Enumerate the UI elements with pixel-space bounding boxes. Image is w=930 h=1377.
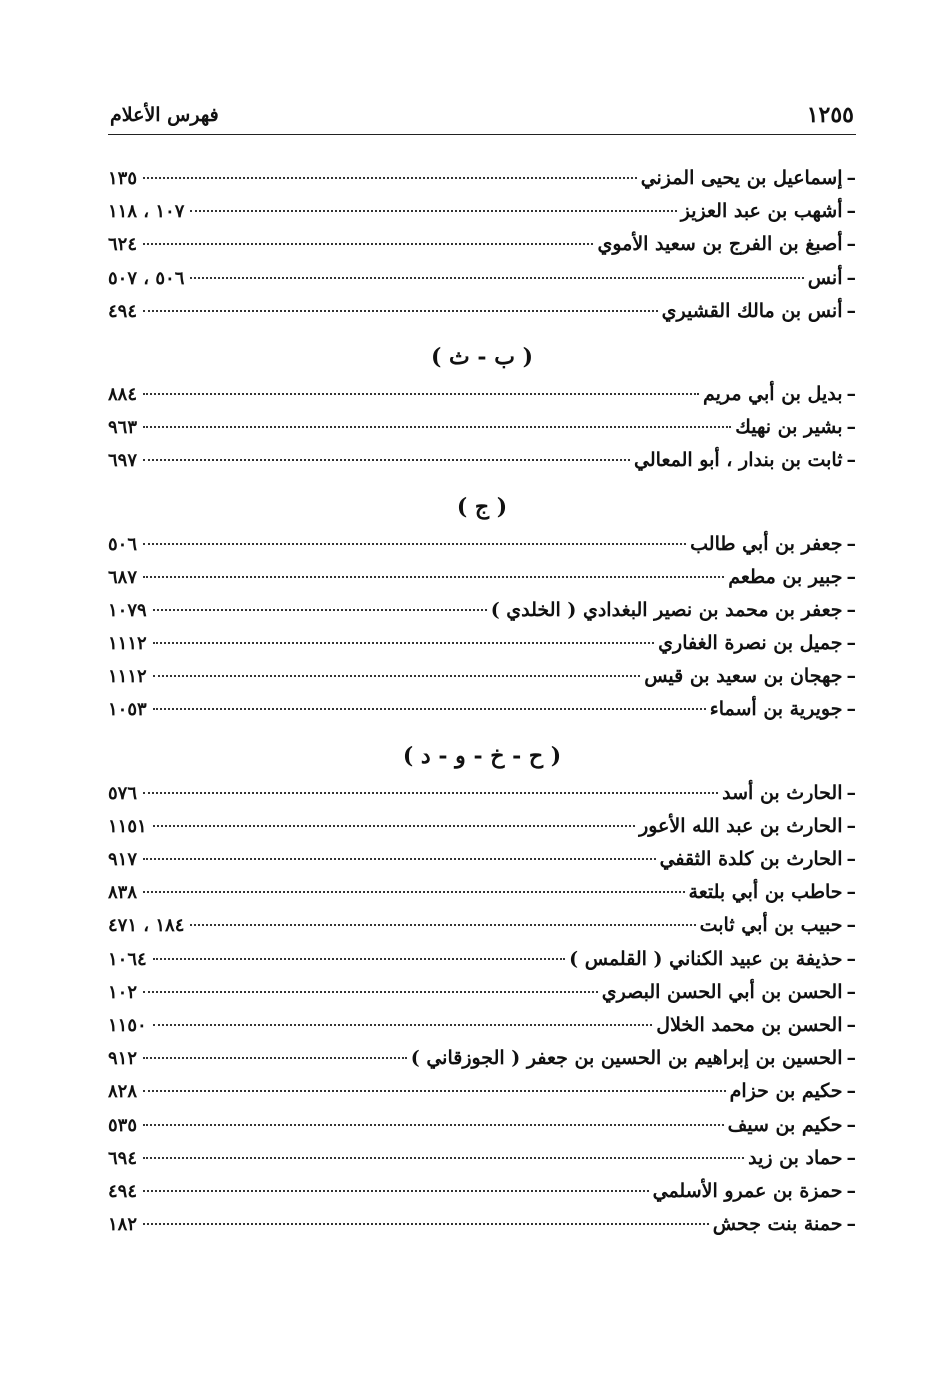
entry-pages: ٨٣٨ — [108, 882, 138, 904]
entry-name: الحسن بن أبي الحسن البصري — [601, 980, 843, 1003]
entry-dash: – — [846, 632, 856, 655]
entry-pages: ٦٩٤ — [108, 1147, 138, 1169]
dot-leader — [143, 177, 637, 179]
entry-name: حذيفة بن عبيد الكناني ( القلمس ) — [569, 947, 843, 970]
entry-name: أنس بن مالك القشيري — [661, 299, 843, 322]
entry-dash: – — [846, 1179, 856, 1202]
entry-name: حبيب بن أبي ثابت — [699, 914, 843, 937]
entry-pages: ١٨٤ ، ٤٧١ — [108, 915, 185, 937]
entry-name: بديل بن أبي مريم — [702, 382, 843, 405]
index-entry — [108, 981, 856, 1014]
entry-pages: ٥٣٥ — [108, 1114, 138, 1136]
entry-name: جبير بن مطعم — [728, 565, 843, 588]
entry-dash: – — [846, 848, 856, 870]
entry-name: جهجان بن سعيد بن قيس — [644, 665, 843, 688]
running-header — [108, 96, 856, 135]
entry-pages: ١٣٥ — [108, 168, 138, 189]
entry-name: أنس — [807, 266, 843, 289]
entry-dash: – — [846, 947, 856, 970]
entry-name: حكيم بن حزام — [729, 1080, 843, 1103]
entry-name: الحسن بن محمد الخلال — [656, 1013, 843, 1036]
entry-pages: ٨٨٤ — [108, 383, 138, 405]
dot-leader — [190, 277, 803, 279]
entry-dash: – — [846, 200, 856, 223]
entry-pages: ٥٠٦ — [108, 533, 138, 555]
dot-leader — [143, 459, 630, 461]
dot-leader — [190, 210, 676, 212]
index-entry — [108, 416, 856, 449]
dot-leader — [143, 991, 598, 993]
entry-pages: ٨٢٨ — [108, 1081, 138, 1103]
entry-pages: ١٠٧ ، ١١٨ — [108, 201, 185, 223]
index-entry — [108, 1080, 856, 1113]
index-section — [108, 485, 856, 732]
entry-name: حمزة بن عمرو الأسلمي — [652, 1179, 843, 1202]
index-entry — [108, 782, 856, 815]
entry-dash: – — [846, 266, 856, 289]
entry-pages: ٥٧٦ — [108, 782, 138, 804]
entry-pages: ٦٩٧ — [108, 450, 138, 472]
entry-name: الحارث بن عبد الله الأعور — [639, 814, 843, 837]
index-entry — [108, 200, 856, 233]
dot-leader — [143, 310, 658, 312]
index-section — [108, 734, 856, 1247]
entry-name: بشير بن نهيك — [735, 416, 843, 439]
entry-pages: ١١١٢ — [108, 666, 147, 688]
dot-leader — [143, 858, 656, 860]
dot-leader — [153, 675, 641, 677]
entry-name: حاطب بن أبي بلتعة — [688, 881, 843, 904]
entry-dash: – — [846, 233, 856, 256]
index-entry — [108, 1180, 856, 1213]
entry-pages: ١٠٦٤ — [108, 948, 147, 970]
index-entry — [108, 267, 856, 300]
entry-pages: ٦٨٧ — [108, 566, 138, 588]
index-entry — [108, 948, 856, 981]
dot-leader — [143, 393, 699, 395]
entry-dash: – — [846, 299, 856, 322]
entry-dash: – — [846, 781, 856, 804]
entry-name: الحارث بن كلدة الثقفي — [659, 848, 843, 870]
dot-leader — [143, 1057, 407, 1059]
entry-dash: – — [846, 1146, 856, 1169]
entry-name: الحسين بن إبراهيم بن الحسين بن جعفر ( الجوزقاني ) — [410, 1047, 843, 1070]
index-entry — [108, 698, 856, 731]
index-entry — [108, 914, 856, 947]
dot-leader — [143, 1124, 724, 1126]
index-entry — [108, 233, 856, 266]
entry-pages: ٤٩٤ — [108, 1180, 138, 1202]
entry-dash: – — [846, 598, 856, 621]
entry-pages: ٩١٧ — [108, 849, 138, 870]
entry-name: إسماعيل بن يحيى المزني — [640, 167, 843, 189]
entry-pages: ٩١٢ — [108, 1048, 138, 1070]
entry-name: جعفر بن أبي طالب — [690, 532, 843, 555]
entry-dash: – — [846, 416, 856, 439]
entry-name: جميل بن نصرة الغفاري — [658, 632, 843, 655]
entry-pages: ٩٦٣ — [108, 417, 138, 439]
index-entry — [108, 566, 856, 599]
entry-dash: – — [846, 565, 856, 588]
entry-pages: ٦٢٤ — [108, 234, 138, 256]
page-number: ١٢٥٥ — [806, 102, 854, 128]
dot-leader — [153, 958, 565, 960]
dot-leader — [153, 1024, 653, 1026]
entry-name: حكيم بن سيف — [727, 1113, 843, 1136]
dot-leader — [143, 891, 685, 893]
index-entry — [108, 1047, 856, 1080]
entry-pages: ١٨٢ — [108, 1214, 138, 1236]
entry-pages: ١١٥٠ — [108, 1014, 147, 1036]
entry-dash: – — [846, 914, 856, 937]
entry-dash: – — [846, 1047, 856, 1070]
dot-leader — [143, 576, 724, 578]
entry-pages: ١٠٧٩ — [108, 599, 147, 621]
entry-name: ثابت بن بندار ، أبو المعالي — [634, 449, 843, 472]
index-entry — [108, 1114, 856, 1147]
dot-leader — [143, 1090, 726, 1092]
index-entry — [108, 167, 856, 200]
entry-dash: – — [846, 1080, 856, 1103]
dot-leader — [143, 1190, 649, 1192]
dot-leader — [190, 924, 695, 926]
entry-dash: – — [846, 382, 856, 405]
entry-dash: – — [846, 532, 856, 555]
entry-dash: – — [846, 1013, 856, 1036]
entry-name: جعفر بن محمد بن نصير البغدادي ( الخلدي ) — [490, 598, 843, 621]
index-entry — [108, 449, 856, 482]
index-entry — [108, 848, 856, 881]
index-entry — [108, 881, 856, 914]
entry-pages: ١٠٢ — [108, 981, 138, 1003]
index-page — [108, 96, 856, 1246]
entry-name: حماد بن زيد — [748, 1146, 843, 1169]
section-heading: ( ب - ث ) — [430, 343, 533, 370]
index-body — [108, 167, 856, 1246]
index-section — [108, 335, 856, 483]
entry-pages: ١١١٢ — [108, 633, 147, 655]
index-entry — [108, 665, 856, 698]
running-title: فهرس الأعلام — [110, 104, 219, 126]
dot-leader — [153, 609, 487, 611]
index-entry — [108, 1014, 856, 1047]
entry-pages: ٤٩٤ — [108, 300, 138, 322]
index-entry — [108, 1213, 856, 1246]
entry-name: الحارث بن أسد — [722, 781, 843, 804]
dot-leader — [143, 792, 718, 794]
dot-leader — [143, 1223, 709, 1225]
dot-leader — [143, 1157, 744, 1159]
index-entry — [108, 533, 856, 566]
dot-leader — [153, 642, 654, 644]
entry-name: أشهب بن عبد العزيز — [680, 200, 843, 223]
index-entry — [108, 1147, 856, 1180]
entry-dash: – — [846, 1213, 856, 1236]
dot-leader — [153, 825, 635, 827]
entry-dash: – — [846, 449, 856, 472]
entry-name: حمنة بنت جحش — [712, 1213, 843, 1236]
index-entry — [108, 815, 856, 848]
dot-leader — [153, 708, 706, 710]
section-heading: ( ج ) — [456, 493, 508, 520]
section-heading: ( ح - خ - و - د ) — [402, 742, 562, 769]
index-entry — [108, 300, 856, 333]
dot-leader — [143, 243, 593, 245]
dot-leader — [143, 543, 686, 545]
dot-leader — [143, 426, 731, 428]
entry-name: أصبغ بن الفرج بن سعيد الأموي — [597, 233, 843, 256]
entry-dash: – — [846, 698, 856, 721]
index-section — [108, 167, 856, 333]
index-entry — [108, 383, 856, 416]
entry-dash: – — [846, 665, 856, 688]
entry-dash: – — [846, 881, 856, 904]
entry-pages: ١١٥١ — [108, 815, 147, 837]
entry-pages: ١٠٥٣ — [108, 699, 147, 721]
index-entry — [108, 632, 856, 665]
entry-dash: – — [846, 980, 856, 1003]
entry-dash: – — [846, 167, 856, 189]
entry-dash: – — [846, 1113, 856, 1136]
entry-pages: ٥٠٦ ، ٥٠٧ — [108, 267, 185, 289]
entry-dash: – — [846, 814, 856, 837]
entry-name: جويرية بن أسماء — [709, 698, 843, 721]
index-entry — [108, 599, 856, 632]
